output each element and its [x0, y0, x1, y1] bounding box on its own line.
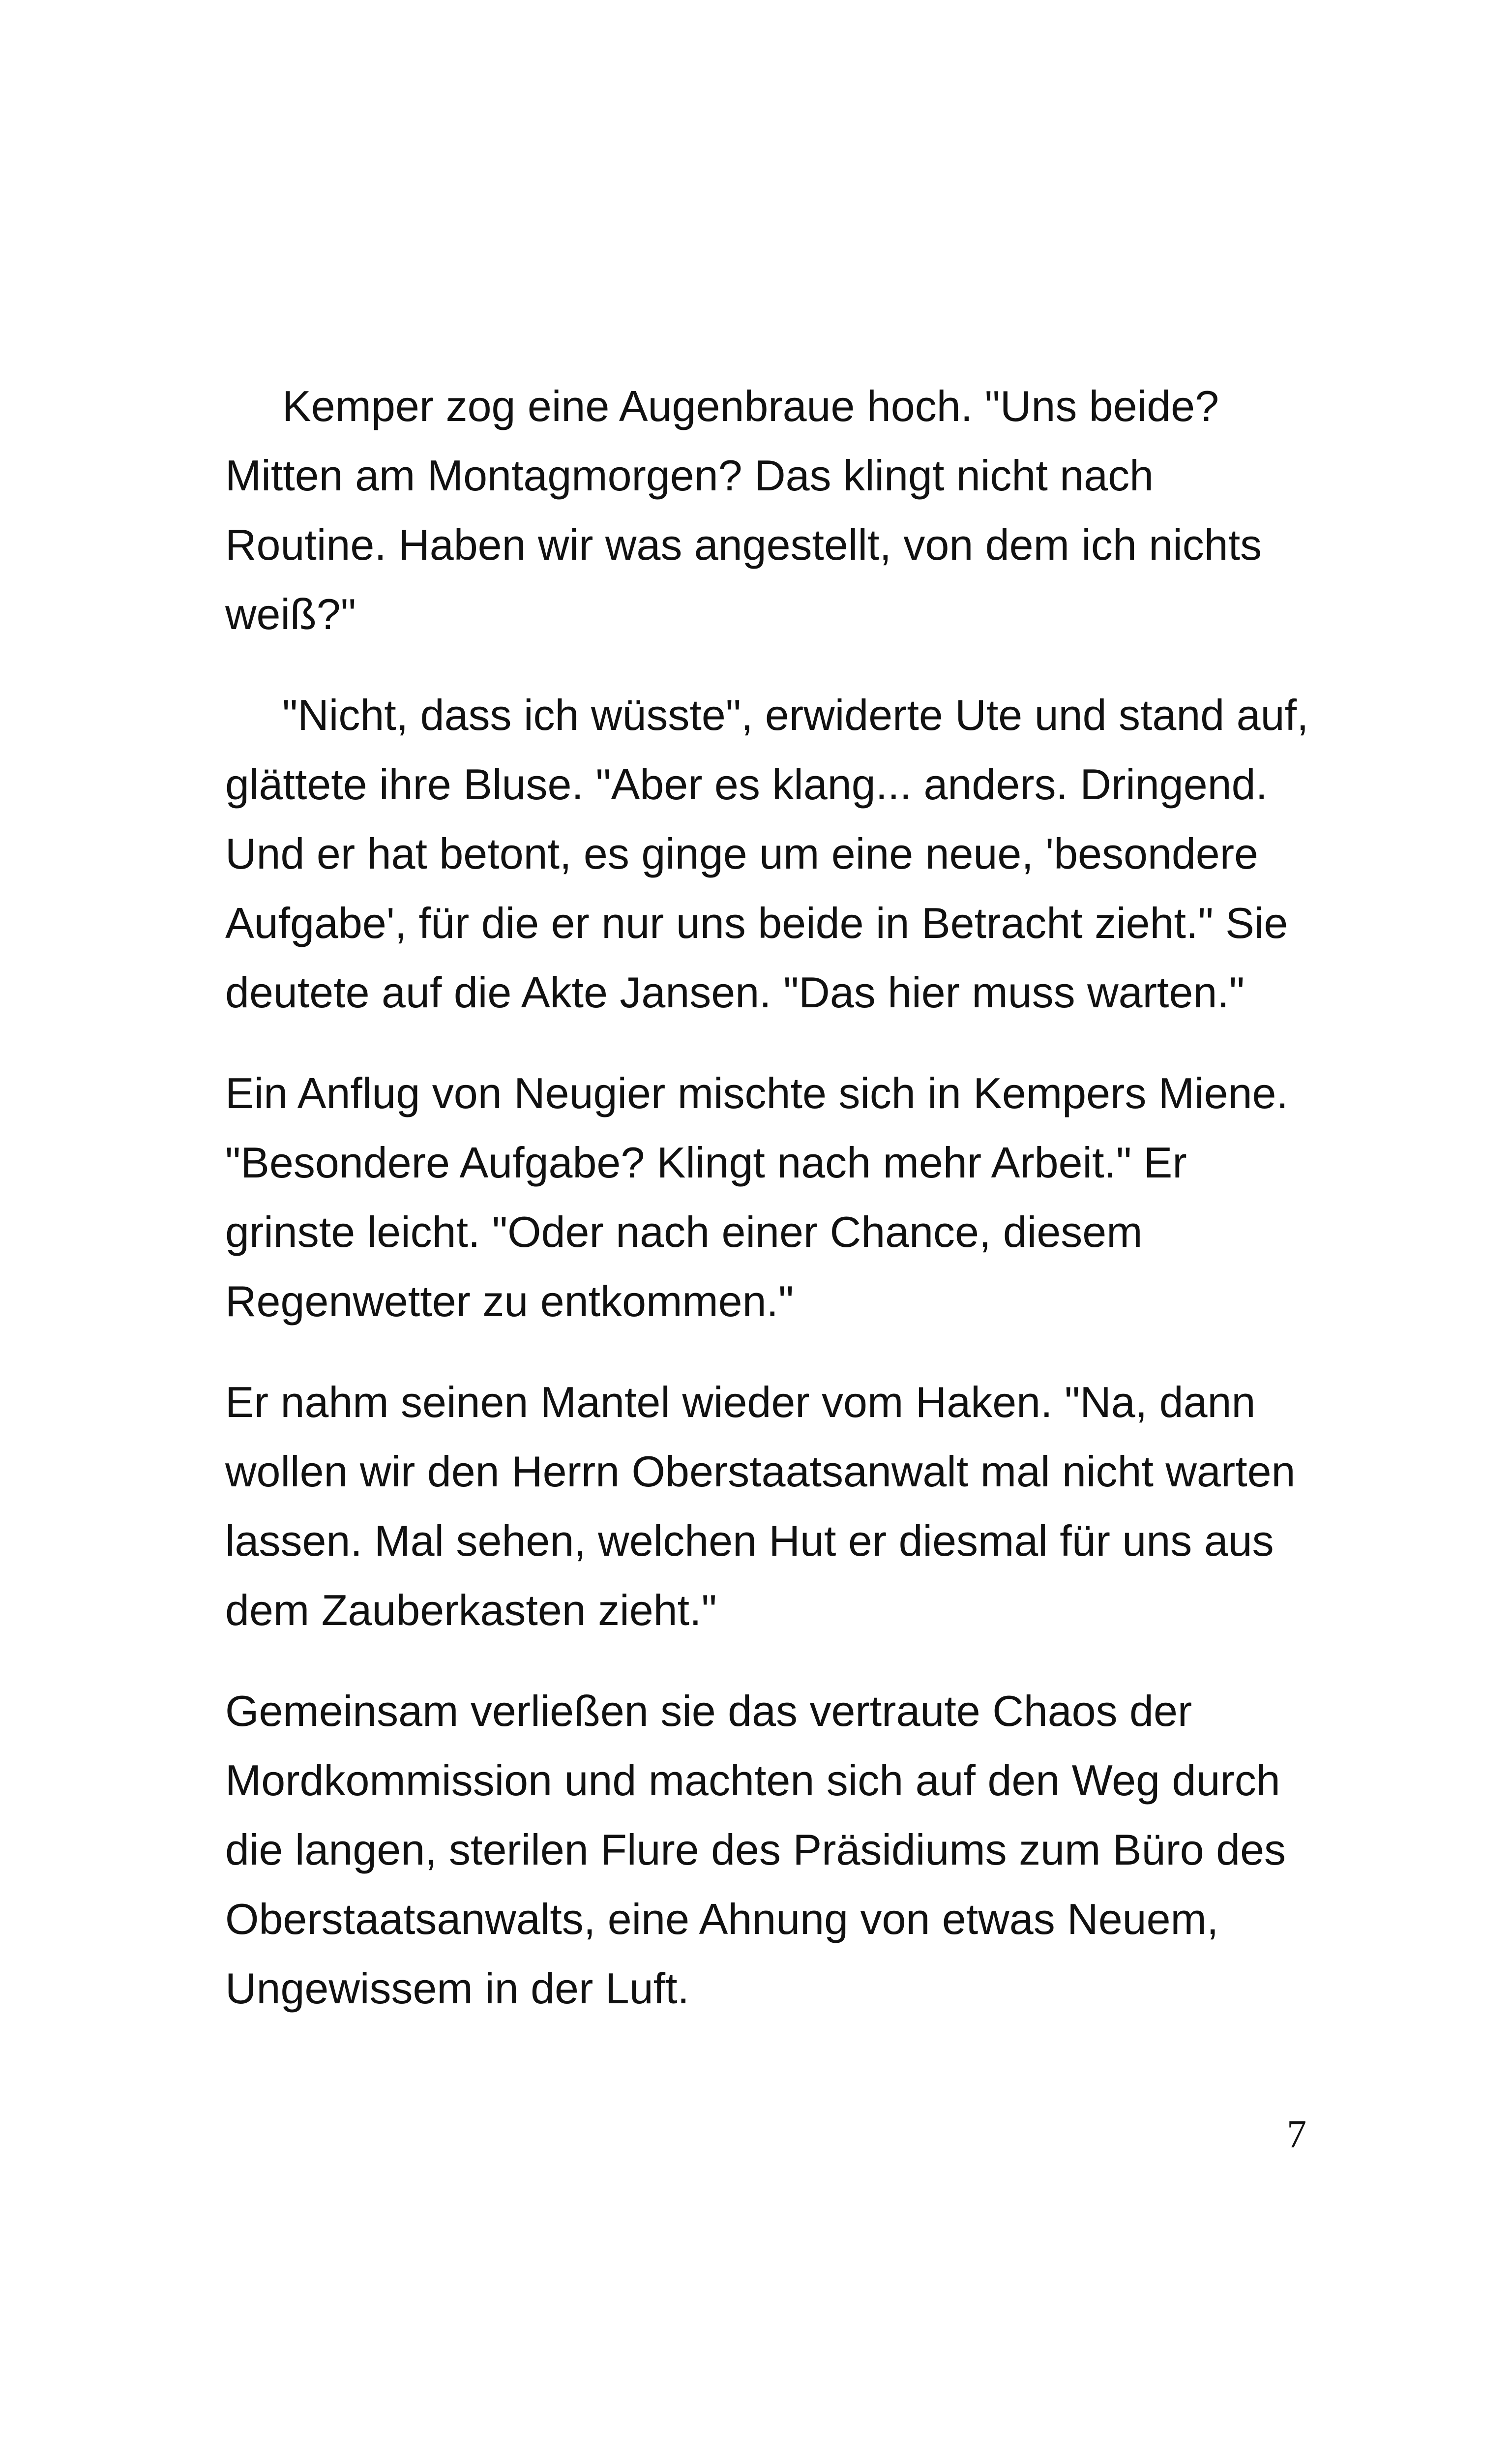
paragraph-1: Kemper zog eine Augenbraue hoch. "Uns beide? Mitten am Montagmorgen? Das klingt nicht nach Routine. Haben wir was angestellt, von dem ich nichts weiß?": [225, 382, 1262, 638]
body-text: [225, 371, 1312, 2054]
paragraph-4: Er nahm seinen Mantel wieder vom Haken. "Na, dann wollen wir den Herrn Oberstaatsanwalt mal nicht warten lassen. Mal sehen, welchen Hut er diesmal für uns aus dem Zauberkasten zieht.": [225, 1378, 1296, 1634]
paragraph-3: Ein Anflug von Neugier mischte sich in Kempers Miene. "Besondere Aufgabe? Klingt nach mehr Arbeit." Er grinste leicht. "Oder nach einer Chance, diesem Regenwetter zu entkommen.": [225, 1069, 1288, 1326]
page-number: 7: [1287, 2113, 1306, 2156]
paragraph-5: Gemeinsam verließen sie das vertraute Chaos der Mordkommission und machten sich auf den Weg durch die langen, sterilen Flure des Präsidiums zum Büro des Oberstaatsanwalts, eine Ahnung von etwas Neuem, Ungewissem in der Luft.: [225, 1687, 1286, 2013]
paragraph-2: "Nicht, dass ich wüsste", erwiderte Ute und stand auf, glättete ihre Bluse. "Aber es klang... anders. Dringend. Und er hat betont, es ginge um eine neue, 'besondere Aufgabe', für die er nur uns beide in Betracht zieht." Sie deutete auf die Akte Jansen. "Das hier muss warten.": [225, 691, 1309, 1017]
